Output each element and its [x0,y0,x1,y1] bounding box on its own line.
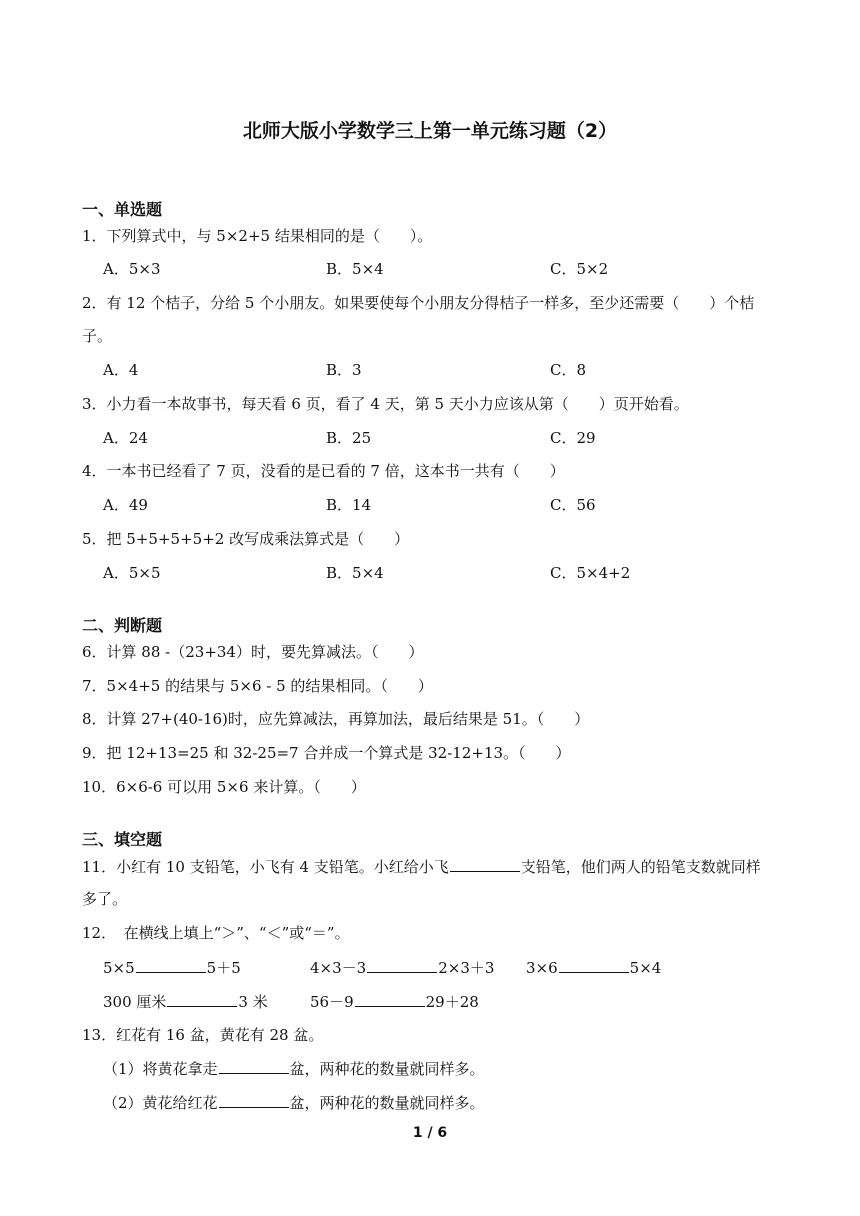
q5-option-c: C．5×4+2 [550,564,631,582]
question-7: 7．5×4+5 的结果与 5×6 - 5 的结果相同。（ ） [82,677,433,695]
q12-item-3-blank[interactable] [559,957,629,973]
q3-option-a: A．24 [103,429,148,447]
q13-part-1-before: （1）将黄花拿走 [103,1060,218,1078]
question-3: 3．小力看一本故事书，每天看 6 页，看了 4 天，第 5 天小力应该从第（ ）页开始看。 [82,395,689,413]
q13-part-2-before: （2）黄花给红花 [103,1094,218,1112]
q1-option-c: C．5×2 [550,260,609,278]
page-number: 1 / 6 [412,1125,448,1141]
q12-item-1-right: 5＋5 [206,959,241,977]
q13-part-1 [103,1058,485,1079]
q12-item-3-right: 5×4 [629,959,662,977]
section-heading-true-false: 二、判断题 [82,616,163,635]
q13-part-1-blank[interactable] [219,1058,289,1074]
q13-part-2-blank[interactable] [219,1092,289,1108]
question-11 [82,856,761,877]
q2-option-b: B．3 [326,361,362,379]
q4-option-a: A．49 [103,496,148,514]
q12-item-2-blank[interactable] [367,957,437,973]
q12-item-5-right: 29＋28 [425,993,479,1011]
q11-text-after: 支铅笔，他们两人的铅笔支数就同样 [520,858,761,876]
question-11-continued: 多了。 [82,890,128,908]
q12-item-5 [310,991,479,1012]
q12-item-1-left: 5×5 [103,959,135,977]
q3-option-b: B．25 [326,429,372,447]
question-9: 9．把 12+13=25 和 32-25=7 合并成一个算式是 32-12+13。（ ） [82,744,571,762]
question-1: 1．下列算式中，与 5×2+5 结果相同的是（ ）。 [82,227,433,245]
q1-option-a: A．5×3 [103,260,161,278]
page-title: 北师大版小学数学三上第一单元练习题（2） [242,120,618,142]
question-6: 6．计算 88 -（23+34）时，要先算减法。（ ） [82,643,424,661]
q11-text-before: 11．小红有 10 支铅笔，小飞有 4 支铅笔。小红给小飞 [82,858,449,876]
q4-option-b: B．14 [326,496,372,514]
question-13: 13．红花有 16 盆，黄花有 28 盆。 [82,1026,324,1044]
q12-item-2-right: 2×3＋3 [438,959,495,977]
q11-blank[interactable] [450,856,520,872]
q12-item-4-blank[interactable] [167,991,237,1007]
q12-item-5-blank[interactable] [355,991,425,1007]
q12-item-2-left: 4×3－3 [310,959,367,977]
q2-option-a: A．4 [103,361,139,379]
q12-item-3 [526,957,661,978]
q5-option-b: B．5×4 [326,564,384,582]
question-12: 12． 在横线上填上“＞”、“＜”或“＝”。 [82,924,350,942]
q12-item-5-left: 56－9 [310,993,354,1011]
q13-part-2-after: 盆，两种花的数量就同样多。 [289,1094,485,1112]
q12-item-1-blank[interactable] [136,957,206,973]
section-heading-fill-blank: 三、填空题 [82,830,163,849]
q4-option-c: C．56 [550,496,596,514]
q12-item-4-right: 3 米 [238,993,268,1011]
q13-part-2 [103,1092,485,1113]
q5-option-a: A．5×5 [103,564,161,582]
question-2-continued: 子。 [82,327,113,345]
q12-item-1 [103,957,241,978]
q12-item-3-left: 3×6 [526,959,558,977]
question-8: 8．计算 27+(40-16)时，应先算减法，再算加法，最后结果是 51。（ ） [82,710,590,728]
q2-option-c: C．8 [550,361,587,379]
question-2: 2．有 12 个桔子，分给 5 个小朋友。如果要使每个小朋友分得桔子一样多，至少还需要（ ）个桔 [82,294,755,312]
question-10: 10．6×6-6 可以用 5×6 来计算。（ ） [82,778,366,796]
section-heading-single-choice: 一、单选题 [82,200,163,219]
q1-option-b: B．5×4 [326,260,384,278]
q12-item-2 [310,957,494,978]
q12-item-4-left: 300 厘米 [103,993,167,1011]
q12-item-4 [103,991,268,1012]
q13-part-1-after: 盆，两种花的数量就同样多。 [289,1060,485,1078]
question-5: 5．把 5+5+5+5+2 改写成乘法算式是（ ） [82,530,410,548]
q3-option-c: C．29 [550,429,596,447]
question-4: 4．一本书已经看了 7 页，没看的是已看的 7 倍，这本书一共有（ ） [82,462,565,480]
